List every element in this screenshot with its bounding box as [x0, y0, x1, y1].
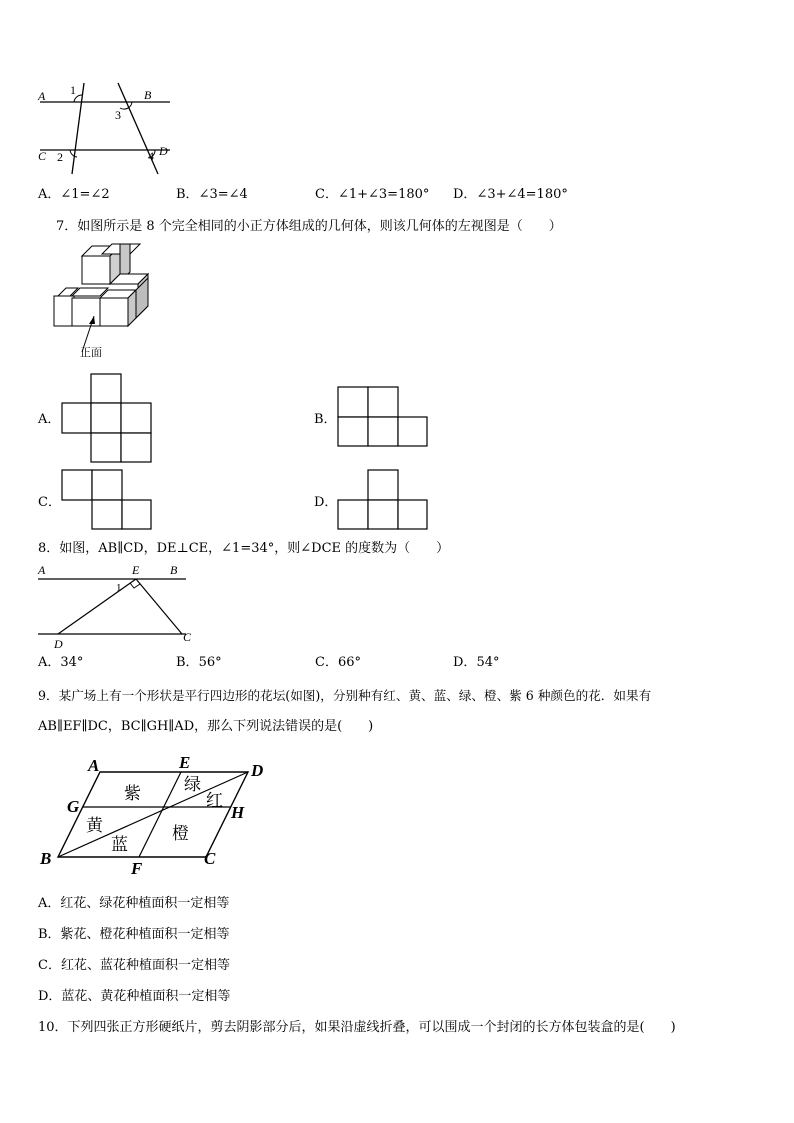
- option-text: ∠3=∠4: [198, 187, 248, 202]
- view-square: [338, 500, 368, 529]
- view-square: [121, 433, 151, 462]
- q8-option-c: [315, 655, 361, 671]
- q7-option-b-figure: [336, 385, 430, 449]
- view-square: [368, 417, 398, 446]
- q9-option-a: A．红花、绿花种植面积一定相等: [38, 896, 230, 911]
- label-b: B: [170, 563, 178, 577]
- q9-option-d: D．蓝花、黄花种植面积一定相等: [38, 989, 231, 1004]
- label-g: G: [67, 797, 80, 816]
- q8-stem: 8．如图，AB∥CD，DE⊥CE，∠1=34°，则∠DCE 的度数为（ ）: [38, 541, 450, 556]
- cube-front-face: [54, 296, 74, 326]
- q7-option-a-figure: [60, 372, 154, 464]
- label-c: C: [38, 149, 47, 163]
- label-1: 1: [116, 582, 122, 594]
- view-square: [62, 403, 91, 433]
- option-letter: D．: [453, 655, 477, 670]
- option-letter: C．: [315, 655, 338, 670]
- region-green: 绿: [184, 775, 201, 794]
- label-1: 1: [70, 83, 76, 97]
- view-square: [368, 500, 398, 529]
- option-text: ∠1+∠3=180°: [337, 187, 430, 202]
- label-4: 4: [148, 149, 154, 163]
- view-square: [398, 500, 427, 529]
- q6-option-d: [453, 187, 568, 203]
- q7-option-a-letter: A．: [38, 412, 61, 427]
- label-c: C: [183, 630, 192, 644]
- label-a: A: [38, 89, 46, 103]
- view-square: [92, 470, 122, 500]
- q6-figure: [34, 80, 174, 176]
- label-3: 3: [115, 108, 121, 122]
- q7-option-c-figure: [60, 468, 154, 532]
- q7-solid-figure: [50, 240, 154, 362]
- q6-option-a: [38, 187, 110, 203]
- q7-option-d-figure: [336, 468, 430, 532]
- option-text: ∠3+∠4=180°: [476, 187, 568, 202]
- q6-option-b: [176, 187, 248, 203]
- region-blue: 蓝: [111, 835, 128, 854]
- view-square: [368, 470, 398, 500]
- label-d: D: [159, 144, 168, 158]
- q8-option-d: [453, 655, 499, 671]
- label-2: 2: [57, 150, 63, 164]
- label-c: C: [204, 849, 216, 868]
- label-e: E: [132, 563, 140, 577]
- label-a: A: [88, 756, 100, 775]
- region-red: 红: [206, 791, 223, 810]
- option-text: 66°: [337, 655, 361, 670]
- angle3-arc: [120, 102, 132, 109]
- label-h: H: [231, 803, 245, 822]
- region-yellow: 黄: [86, 816, 103, 835]
- q9-stem-line1: 9．某广场上有一个形状是平行四边形的花坛(如图)，分别种有红、黄、蓝、绿、橙、紫 6 种颜色的花．如果有: [38, 688, 652, 703]
- option-letter: A．: [38, 187, 61, 202]
- right-angle-mark: [130, 583, 140, 588]
- view-square: [338, 387, 368, 417]
- cube-front-face: [82, 256, 110, 284]
- q9-option-c: C．红花、蓝花种植面积一定相等: [38, 958, 230, 973]
- region-purple: 紫: [124, 784, 141, 803]
- q6-option-c: [315, 187, 429, 203]
- option-letter: B．: [176, 187, 199, 202]
- region-orange: 橙: [172, 824, 189, 843]
- q8-figure: [34, 562, 196, 652]
- q8-option-b: [176, 655, 222, 671]
- q9-option-b: B．紫花、橙花种植面积一定相等: [38, 927, 230, 942]
- q7-option-b-letter: B．: [314, 412, 337, 427]
- option-text: 34°: [60, 655, 84, 670]
- cube-front-face: [72, 298, 100, 326]
- view-square: [398, 417, 427, 446]
- segment-de: [58, 579, 136, 634]
- q10-stem: 10．下列四张正方形硬纸片，剪去阴影部分后，如果沿虚线折叠，可以围成一个封闭的长方体包装盒的是( ): [38, 1020, 676, 1035]
- view-square: [121, 403, 151, 433]
- q8-option-a: [38, 655, 83, 671]
- view-square: [91, 433, 121, 462]
- label-a: A: [38, 563, 46, 577]
- option-letter: C．: [315, 187, 338, 202]
- q9-figure: [36, 752, 280, 878]
- view-square: [92, 500, 122, 529]
- q9-stem-line2: AB∥EF∥DC，BC∥GH∥AD，那么下列说法错误的是( ): [38, 719, 374, 734]
- option-letter: A．: [38, 655, 61, 670]
- view-square: [91, 403, 121, 433]
- label-e: E: [179, 753, 191, 772]
- label-d: D: [54, 637, 63, 651]
- label-d: D: [251, 761, 264, 780]
- diagonal-bd: [58, 772, 248, 857]
- view-square: [91, 374, 121, 403]
- cube-front-face: [100, 298, 128, 326]
- option-text: 54°: [476, 655, 500, 670]
- label-b: B: [40, 849, 52, 868]
- view-square: [368, 387, 398, 417]
- q7-stem: 7．如图所示是 8 个完全相同的小正方体组成的几何体，则该几何体的左视图是（ ）: [56, 219, 562, 234]
- q7-option-d-letter: D．: [314, 495, 338, 510]
- front-label: 正面: [80, 347, 102, 359]
- angle2-arc: [70, 150, 77, 157]
- option-text: 56°: [198, 655, 222, 670]
- label-b: B: [144, 88, 152, 102]
- view-square: [338, 417, 368, 446]
- q7-option-c-letter: C．: [38, 495, 61, 510]
- segment-ef: [139, 772, 181, 857]
- segment-ec: [136, 579, 182, 634]
- option-letter: B．: [176, 655, 199, 670]
- view-square: [62, 470, 92, 500]
- option-text: ∠1=∠2: [60, 187, 110, 202]
- option-letter: D．: [453, 187, 477, 202]
- label-f: F: [131, 859, 143, 878]
- view-square: [122, 500, 151, 529]
